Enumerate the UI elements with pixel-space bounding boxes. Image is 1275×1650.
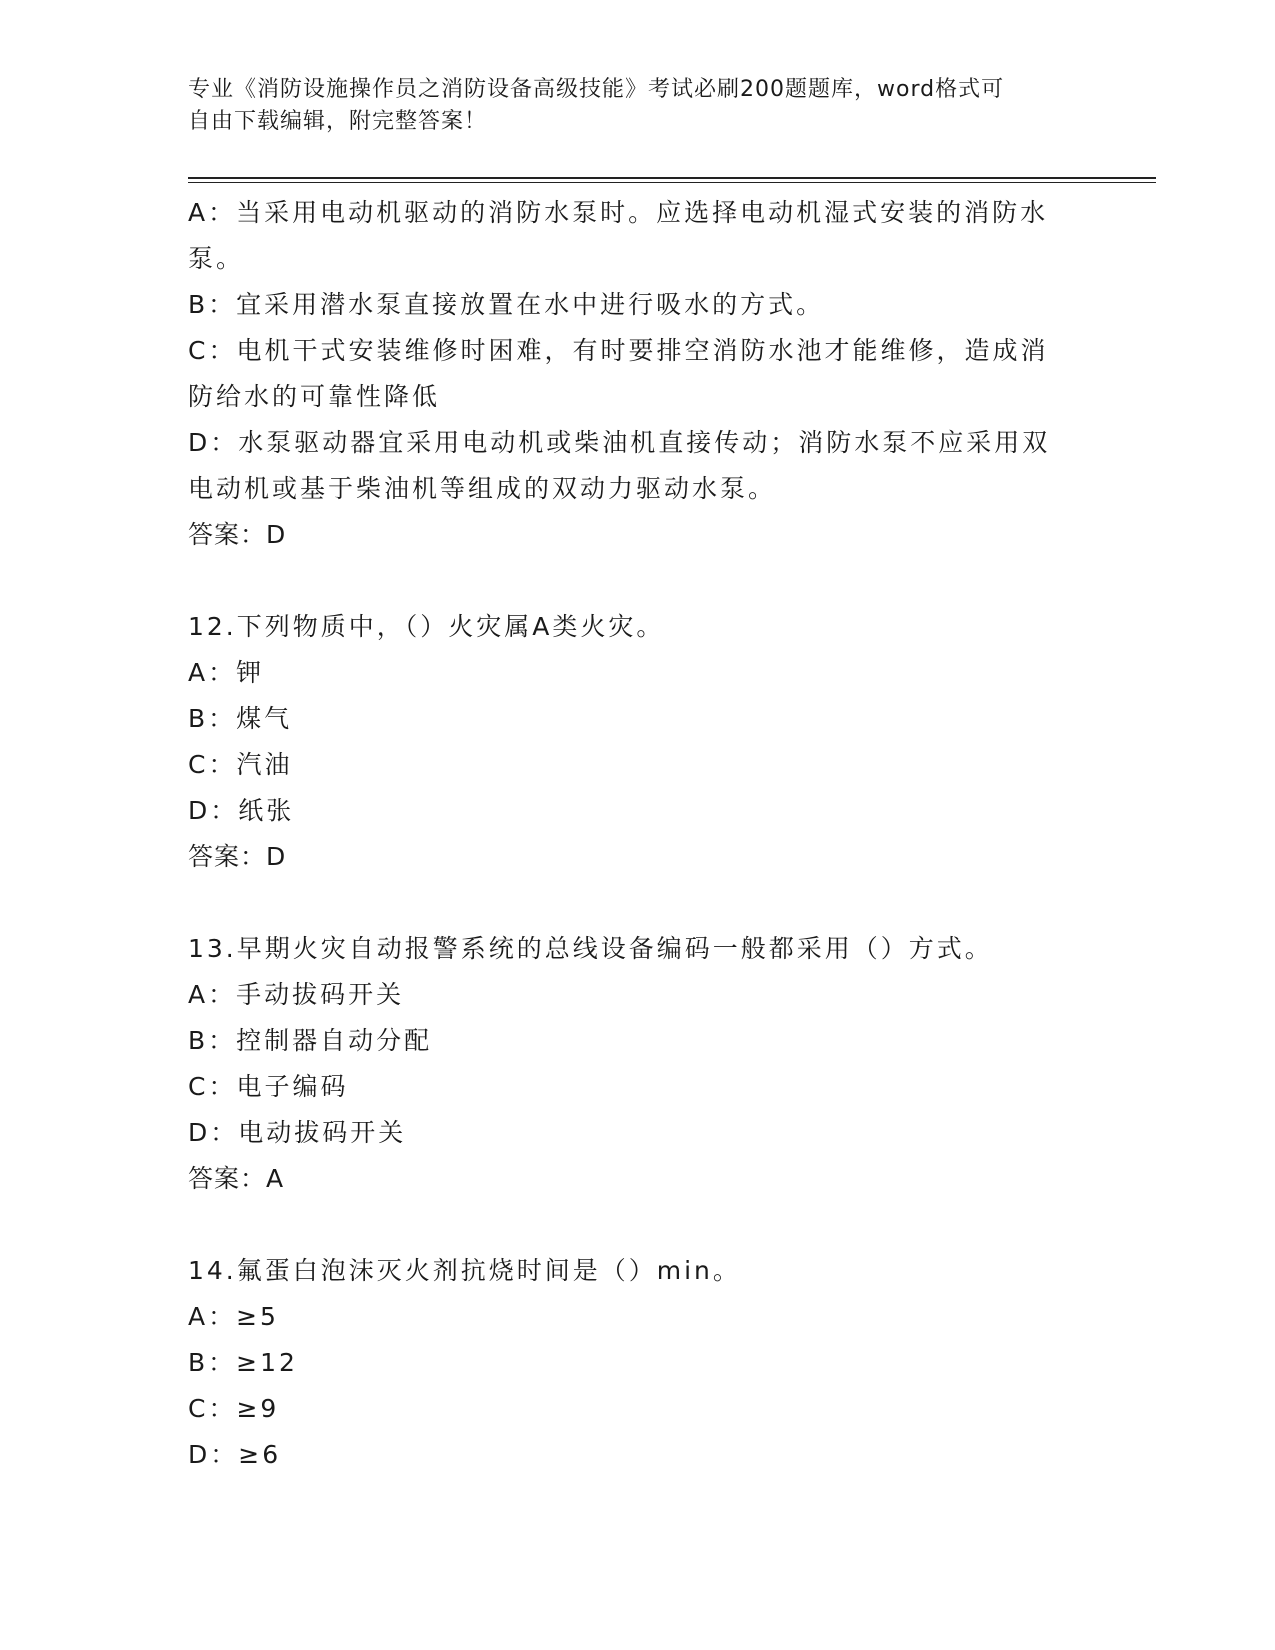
q11-option-c-line-1: C：电机干式安装维修时困难，有时要排空消防水池才能维修，造成消 bbox=[188, 336, 1049, 365]
q13-option-a: A：手动拔码开关 bbox=[188, 980, 405, 1009]
q13-stem: 13.早期火灾自动报警系统的总线设备编码一般都采用（）方式。 bbox=[188, 934, 993, 963]
document-header bbox=[188, 74, 1068, 138]
header-title-line-1: 专业《消防设施操作员之消防设备高级技能》考试必刷200题题库，word格式可 bbox=[188, 77, 1005, 102]
q13-option-c: C：电子编码 bbox=[188, 1072, 349, 1101]
q14-stem: 14.氟蛋白泡沫灭火剂抗烧时间是（）min。 bbox=[188, 1256, 741, 1285]
q12-option-b: B：煤气 bbox=[188, 704, 293, 733]
q14-option-a: A：≥5 bbox=[188, 1302, 279, 1331]
header-divider-thin bbox=[188, 182, 1156, 183]
q11-option-b: B：宜采用潜水泵直接放置在水中进行吸水的方式。 bbox=[188, 290, 825, 319]
q11-option-a-line-1: A：当采用电动机驱动的消防水泵时。应选择电动机湿式安装的消防水 bbox=[188, 198, 1049, 227]
q12-stem: 12.下列物质中，（）火灾属A类火灾。 bbox=[188, 612, 665, 641]
q13-answer: 答案：A bbox=[188, 1164, 285, 1193]
q12-option-a: A：钾 bbox=[188, 658, 265, 687]
header-title-line-2: 自由下载编辑，附完整答案！ bbox=[188, 109, 488, 134]
q11-answer: 答案：D bbox=[188, 520, 287, 549]
question-11-block bbox=[188, 190, 1088, 558]
q12-option-d: D：纸张 bbox=[188, 796, 295, 825]
question-content bbox=[188, 190, 1088, 1478]
spacer bbox=[188, 880, 1088, 926]
q13-option-b: B：控制器自动分配 bbox=[188, 1026, 433, 1055]
q11-option-d-line-1: D：水泵驱动器宜采用电动机或柴油机直接传动；消防水泵不应采用双 bbox=[188, 428, 1051, 457]
spacer bbox=[188, 558, 1088, 604]
q11-option-a-line-2: 泵。 bbox=[188, 244, 245, 273]
q14-option-b: B：≥12 bbox=[188, 1348, 298, 1377]
q14-option-c: C：≥9 bbox=[188, 1394, 280, 1423]
q11-option-d-line-2: 电动机或基于柴油机等组成的双动力驱动水泵。 bbox=[188, 474, 777, 503]
question-14-block bbox=[188, 1248, 1088, 1478]
q11-option-c-line-2: 防给水的可靠性降低 bbox=[188, 382, 441, 411]
header-divider-thick bbox=[188, 177, 1156, 179]
q12-option-c: C：汽油 bbox=[188, 750, 293, 779]
question-12-block bbox=[188, 604, 1088, 880]
q12-answer: 答案：D bbox=[188, 842, 287, 871]
question-13-block bbox=[188, 926, 1088, 1202]
spacer bbox=[188, 1202, 1088, 1248]
q13-option-d: D：电动拔码开关 bbox=[188, 1118, 407, 1147]
q14-option-d: D：≥6 bbox=[188, 1440, 282, 1469]
